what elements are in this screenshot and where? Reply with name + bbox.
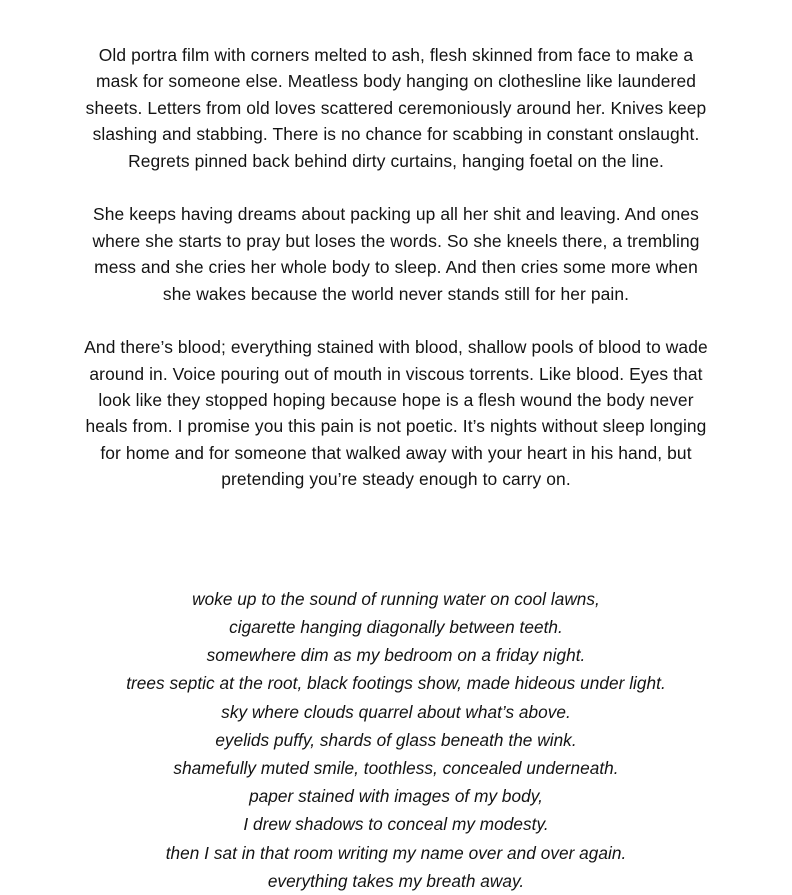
verse-line: cigarette hanging diagonally between teeth.: [229, 617, 563, 637]
prose-paragraph-1: Old portra film with corners melted to ash, flesh skinned from face to make a mask for someone else. Meatless body hanging on clothesline like laundered sheets. Letters from old loves scattered ceremoniously around her. Knives keep slashing and stabbing. There is no chance for scabbing in constant onslaught. Regrets pinned back behind dirty curtains, hanging foetal on the line.: [85, 45, 707, 171]
verse-line: somewhere dim as my bedroom on a friday night.: [206, 645, 586, 666]
prose-section: [78, 42, 714, 493]
verse-section: [78, 585, 714, 895]
verse-line: trees septic at the root, black footings show, made hideous under light.: [126, 673, 666, 694]
verse-line: then I sat in that room writing my name over and over again.: [165, 842, 627, 863]
verse-line: everything takes my breath away.: [267, 870, 525, 891]
verse-line: paper stained with images of my body,: [249, 786, 543, 807]
prose-paragraph-3: And there’s blood; everything stained with blood, shallow pools of blood to wade around in. Voice pouring out of mouth in viscous torrents. Like blood. Eyes that look like they stopped hoping because hope is a flesh wound the body never heals from. I promise you this pain is not poetic. It’s nights without sleep longing for home and for someone that walked away with your heart in his hand, but pretending you’re steady enough to carry on.: [84, 337, 708, 490]
verse-line: woke up to the sound of running water on cool lawns,: [192, 588, 600, 609]
verse-line: sky where clouds quarrel about what’s above.: [221, 701, 571, 722]
prose-paragraph-2: She keeps having dreams about packing up all her shit and leaving. And ones where she starts to pray but loses the words. So she kneels there, a trembling mess and she cries her whole body to sleep. And then cries some more when she wakes because the world never stands still for her pain.: [92, 204, 700, 304]
verse-line: shamefully muted smile, toothless, concealed underneath.: [173, 758, 619, 779]
verse-line: eyelids puffy, shards of glass beneath the wink.: [215, 729, 577, 750]
verse-line: I drew shadows to conceal my modesty.: [243, 814, 549, 835]
section-spacer: [78, 493, 714, 585]
